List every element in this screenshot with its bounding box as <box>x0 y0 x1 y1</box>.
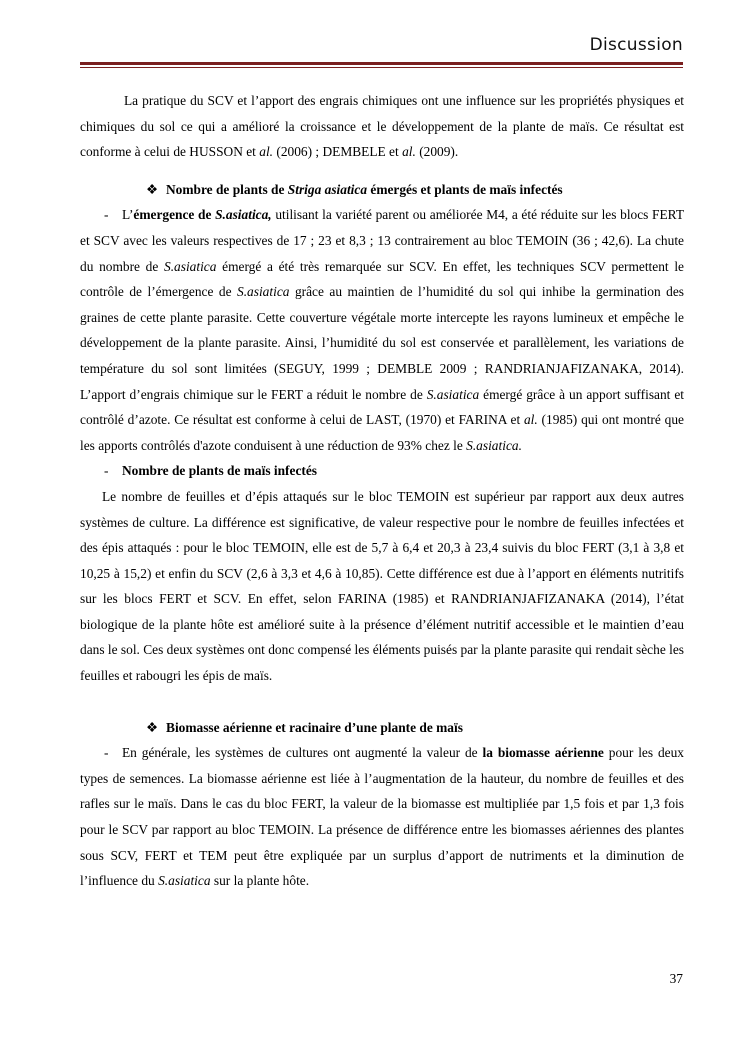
paragraph-biomass <box>80 740 684 894</box>
text-run: utilisant la variété parent ou améliorée M4, a été réduite sur les blocs FERT et SCV avec les valeurs respectives de 17 ; 23 et 8,3 ; 13 contrairement au bloc TEMOIN (36 ; 42,6). La chute du nombre de <box>80 207 684 274</box>
text-run: pour les deux types de semences. La biomasse aérienne est liée à l’augmentation de la hauteur, du nombre de feuilles et des rafles sur le maïs. Dans le cas du bloc FERT, la valeur de la biomasse est multipliée par 1,5 fois et par 1,3 fois pour le SCV par rapport au bloc TEMOIN. La présence de différence entre les biomasses aériennes des plantes sous SCV, FERT et TEM peut être expliquée par un surplus d’apport de nutriments et la diminution de l’influence du <box>80 745 684 889</box>
text-run-bold: la biomasse aérienne <box>482 745 604 761</box>
text-run: En générale, les systèmes de cultures ont augmenté la valeur de <box>122 745 483 761</box>
text-run-italic: al. <box>259 144 274 160</box>
dash-bullet: - <box>104 745 109 761</box>
text-run-italic: S.asiatica <box>237 284 290 300</box>
heading-text: Nombre de plants de <box>166 181 288 197</box>
text-run-italic: S.asiatica <box>158 873 211 889</box>
paragraph-emergence <box>80 202 684 458</box>
text-run-bold-italic: S.asiatica, <box>215 207 272 223</box>
document-body <box>80 88 684 894</box>
section-heading-striga <box>80 177 684 203</box>
text-run-italic: S.asiatica <box>164 258 217 274</box>
text-run-italic: al. <box>523 412 538 428</box>
section-heading-biomass <box>80 715 684 741</box>
diamond-bullet-icon: ❖ <box>146 181 159 197</box>
header-rule-thick <box>80 62 683 65</box>
text-run-bold: émergence de <box>133 207 216 223</box>
spacer <box>80 689 684 715</box>
text-run: sur la plante hôte. <box>210 873 310 889</box>
paragraph-infected-plants: Le nombre de feuilles et d’épis attaqués sur le bloc TEMOIN est supérieur par rapport aux deux autres systèmes de culture. La différence est significative, de valeur respective pour le nombre de feuilles infectées et des épis attaqués : pour le bloc TEMOIN, elle est de 5,7 à 6,4 et 20,3 à 23,4 suivis du bloc FERT (3,1 à 3,8 et 10,25 à 15,2) et enfin du SCV (2,6 à 3,3 et 4,6 à 10,85). Cette différence est due à l’apport en éléments nutritifs sur les blocs FERT et SCV. En effet, selon FARINA (1985) et RANDRIANJAFIZANAKA (2014), l’état biologique de la plante hôte est amélioré suite à la présence d’élément nutritif accessible et le maintien d’eau dans le sol. Ces deux systèmes ont donc compensé les éléments puisés par la plante parasite qui rendait sèche les feuilles et rabougri les épis de maïs. <box>80 488 684 684</box>
heading-text: émergés et plants de maïs infectés <box>367 181 563 197</box>
subheading-text: Nombre de plants de maïs infectés <box>122 463 318 479</box>
text-run: (2006) ; DEMBELE et <box>273 144 403 160</box>
text-run: L’ <box>122 207 134 223</box>
text-run-italic: al. <box>402 144 416 160</box>
text-run-italic: S.asiatica. <box>466 437 522 453</box>
text-run: (2009). <box>415 144 459 160</box>
header-title: Discussion <box>589 35 683 55</box>
paragraph-intro <box>80 88 684 165</box>
text-run: émergé grâce à un apport suffisant et contrôlé d’azote. Ce résultat est conforme à celui de LAST, (1970) et FARINA et <box>80 386 684 428</box>
subheading-infected-plants <box>80 458 684 484</box>
text-run-italic: S.asiatica <box>426 386 480 402</box>
dash-bullet: - <box>104 463 109 479</box>
heading-text: Biomasse aérienne et racinaire d’une plante de maïs <box>166 719 463 735</box>
text-run: La pratique du SCV et l’apport des engrais chimiques ont une influence sur les propriétés physiques et chimiques du sol ce qui a amélioré la croissance et le développement de la plante de maïs. Ce résultat est conforme à celui de HUSSON et <box>80 93 684 160</box>
dash-bullet: - <box>104 207 109 223</box>
text-run: grâce au maintien de l’humidité du sol qui inhibe la germination des graines de cette plante parasite. Cette couverture végétale morte intercepte les rayons lumineux et empêche le développement de la plante parasite. Ainsi, l’humidité du sol est conservée et parallèlement, les variations de température du sol sont limitées (SEGUY, 1999 ; DEMBLE 2009 ; RANDRIANJAFIZANAKA, 2014). L’apport d’engrais chimique sur le FERT a réduit le nombre de <box>80 284 684 402</box>
diamond-bullet-icon: ❖ <box>146 719 159 735</box>
header-rule-thin <box>80 67 683 68</box>
text-run: (1985) qui ont montré que les apports contrôlés d'azote conduisent à une réduction de 93% chez le <box>80 412 684 453</box>
spacer <box>80 165 684 177</box>
page-number: 37 <box>669 971 683 986</box>
text-run: émergé a été très remarquée sur SCV. En effet, les techniques SCV permettent le contrôle de l’émergence de <box>80 258 684 300</box>
heading-text-italic: Striga asiatica <box>287 181 368 197</box>
